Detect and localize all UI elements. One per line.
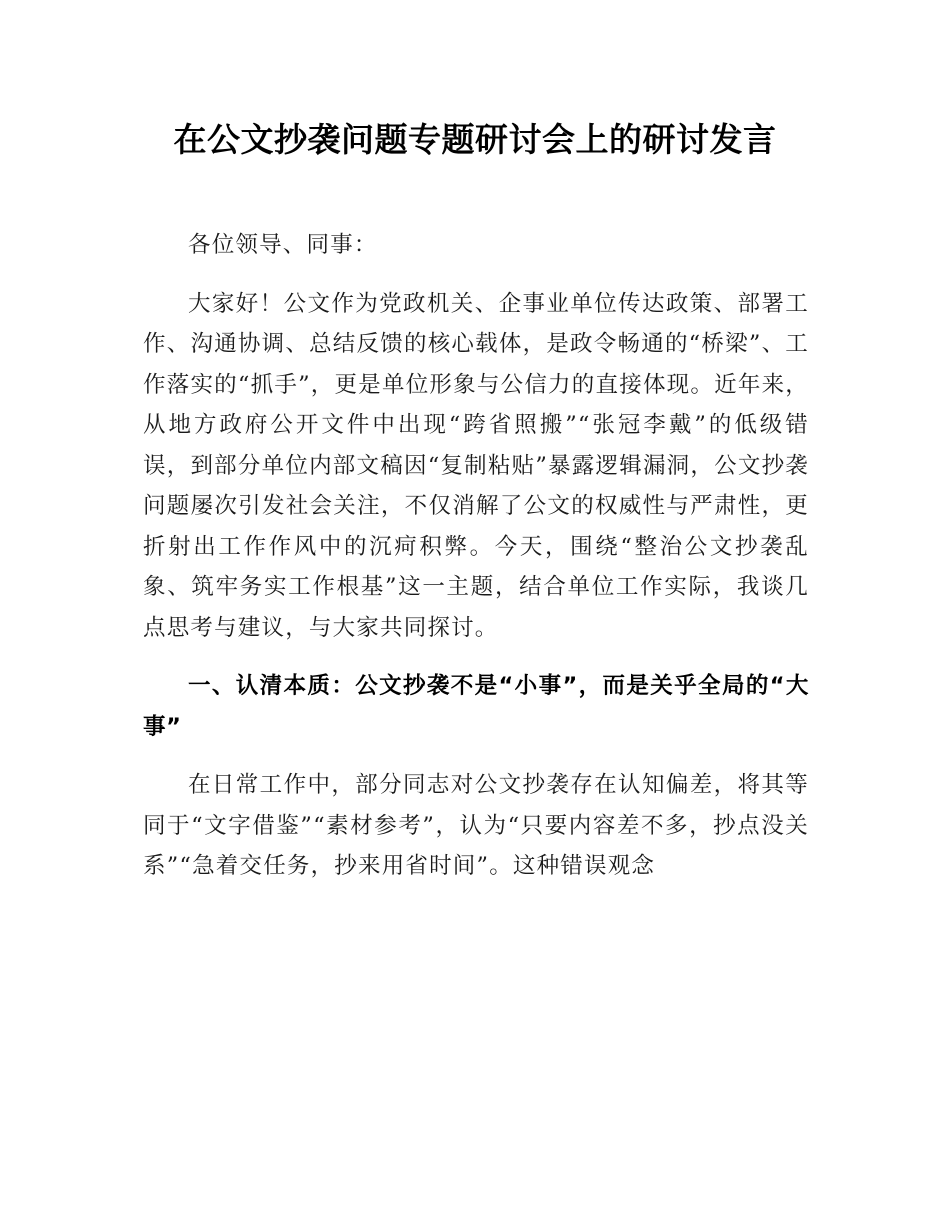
- section-heading: 一、认清本质：公文抄袭不是“小事”，而是关乎全局的“大事”: [143, 673, 809, 740]
- body-paragraph: 在日常工作中，部分同志对公文抄袭存在认知偏差，将其等同于“文字借鉴”“素材参考”，认为“只要内容差不多，抄点没关系”“急着交任务，抄来用省时间”。这种错误观念: [143, 772, 809, 879]
- document-title: 在公文抄袭问题专题研讨会上的研讨发言: [173, 120, 777, 159]
- body-paragraph: 大家好！公文作为党政机关、企事业单位传达政策、部署工作、沟通协调、总结反馈的核心载体，是政令畅通的“桥梁”、工作落实的“抓手”，更是单位形象与公信力的直接体现。近年来，从地方政府公开文件中出现“跨省照搬”“张冠李戴”的低级错误，到部分单位内部文稿因“复制粘贴”暴露逻辑漏洞，公文抄袭问题屡次引发社会关注，不仅消解了公文的权威性与严肃性，更折射出工作作风中的沉疴积弊。今天，围绕“整治公文抄袭乱象、筑牢务实工作根基”这一主题，结合单位工作实际，我谈几点思考与建议，与大家共同探讨。: [143, 290, 809, 641]
- document-body: [143, 225, 809, 905]
- greeting-line: 各位领导、同事：: [188, 232, 378, 258]
